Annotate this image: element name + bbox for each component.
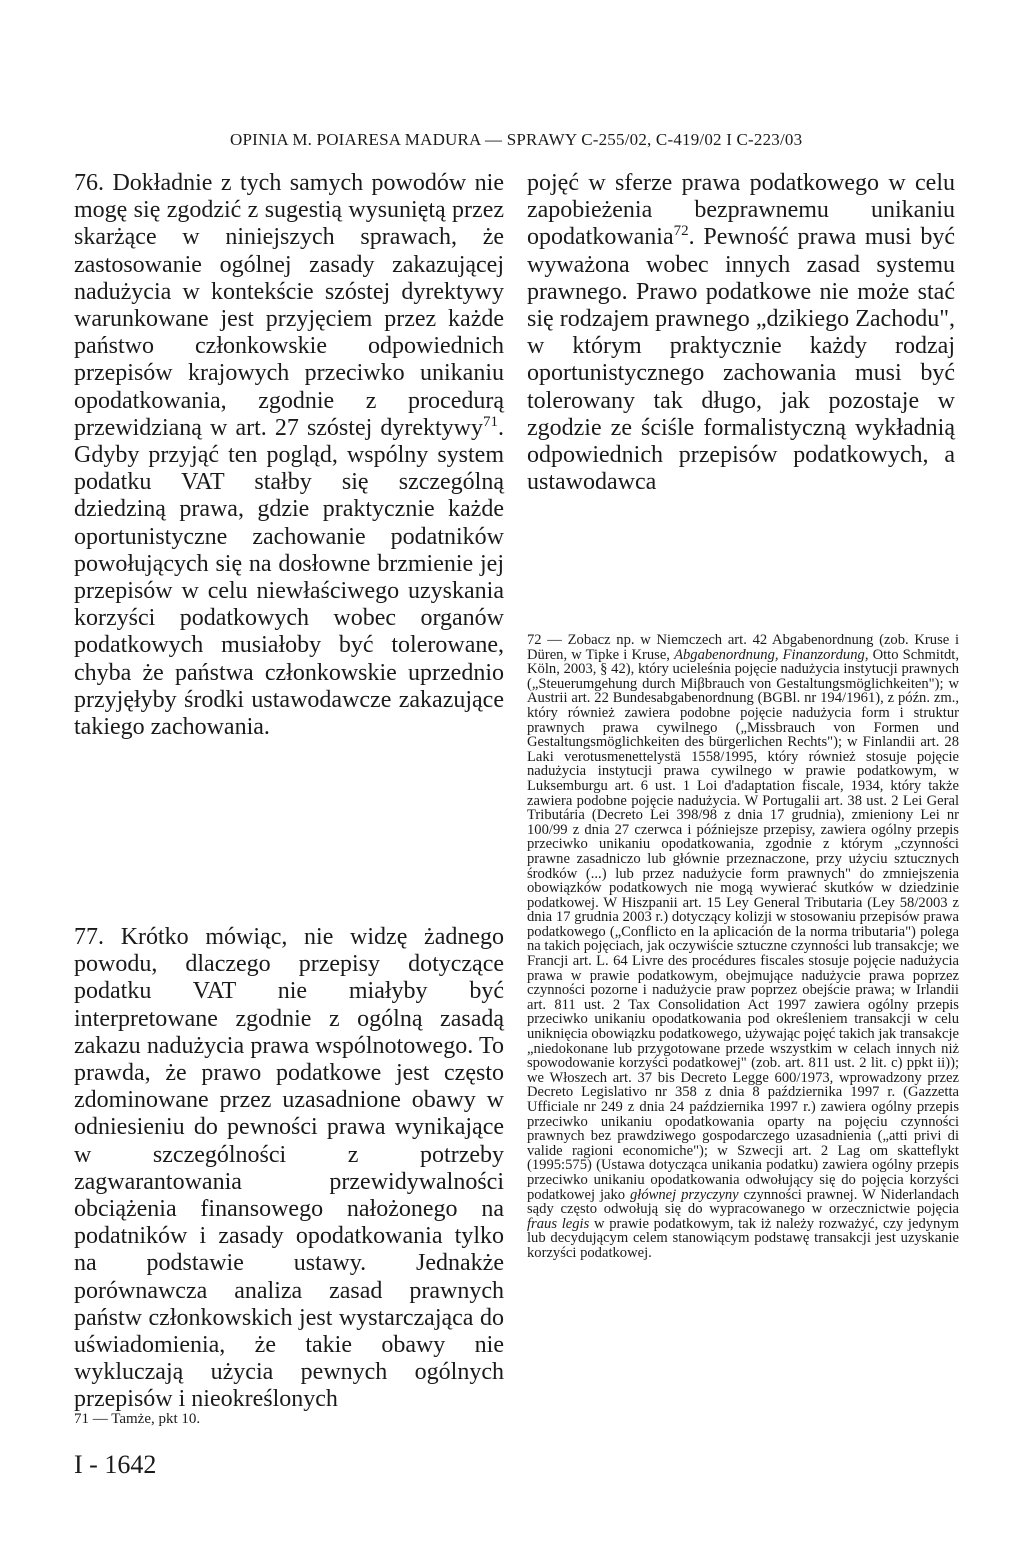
running-header: OPINIA M. POIARESA MADURA — SPRAWY C-255/02, C-419/02 I C-223/03 — [230, 130, 803, 149]
paragraph-77-text: 77. Krótko mówiąc, nie widzę żadnego powodu, dlaczego przepisy dotyczące podatku VAT nie miałyby być interpretowane zgodnie z ogólną zasadą zakazu nadużycia prawa wspólnotowego. To prawda, że prawo podatkowe jest często zdominowane przez uzasadnione obawy w odniesieniu do pewności prawa wynikające w szczególności z potrzeby zagwarantowania przewidywalności obciążenia finansowego nałożonego na podatników i zasady opodatkowania tylko na podstawie ustawy. Jednakże porównawcza analiza zasad prawnych państw członkowskich jest wystarczająca do uświadomienia, że takie obawy nie wykluczają użycia pewnych ogólnych przepisów i nieokreślonych — [74, 924, 504, 1413]
footnote-71: 71 — Tamże, pkt 10. — [74, 1411, 201, 1427]
footnote-72-text-2: , Otto Schmitdt, Köln, 2003, § 42), który ucieleśnia pojęcie nadużycia instytucji prawnych („Steuerumgehung durch Miβbrauch von Gestaltungsmöglichkeiten"); w Austrii art. 22 Bundesabgabenordnung (BGBl. nr 194/1961), z późn. zm., który również zawiera podobne pojęcie nadużycia form i struktur prawnych prawa cywilnego („Missbrauch von Formen und Gestaltungsmöglichkeiten des bürgerlichen Rechts"); w Finlandii art. 28 Laki verotusmenettelystä 1558/1995, który również stosuje pojęcie nadużycia instytucji prawa cywilnego w prawie podatkowym, w Luksemburgu art. 6 ust. 1 Loi d'adaptation fiscale, 1934, który także zawiera podobne pojęcie nadużycia. W Portugalii art. 38 ust. 2 Lei Geral Tributária (Decreto Lei 398/98 z dnia 17 grudnia), zmieniony Lei nr 100/99 z dnia 27 czerwca i późniejsze przepisy, zawiera ogólny przepis przeciwko unikaniu opodatkowania, zgodnie z którym „czynności prawne zasadniczo lub głównie przeznaczone, przy użyciu sztucznych środków (...) lub przez nadużycie form prawnych" do zmniejszenia obowiązków podatkowych nie mogą wywierać skutków w dziedzinie podatkowej. W Hiszpanii art. 15 Ley General Tributaria (Ley 58/2003 z dnia 17 grudnia 2003 r.) dotyczący kolizji w stosowaniu przepisów prawa podatkowego („Conflicto en la aplicación de la norma tributaria") polega na takich pojęciach, jak oczywiście sztuczne czynności lub transakcje; we Francji art. L. 64 Livre des procédures fiscales stosuje pojęcie nadużycia prawa w prawie podatkowym, obejmujące nadużycie prawa poprzez czynności pozorne i nadużycie praw poprzez obejście prawa; w Irlandii art. 811 ust. 2 Tax Consolidation Act 1997 zawiera ogólny przepis przeciwko unikaniu opodatkowania pod określeniem transakcji w celu uniknięcia obowiązku podatkowego, używając pojęć takich jak transakcje „niedokonane lub przygotowane przede wszystkim w celach innych niż spowodowanie korzyści podatkowej" (zob. art. 811 ust. 2 lit. c) ppkt ii)); we Włoszech art. 37 bis Decreto Legge 600/1973, wprowadzony przez Decreto Legislativo nr 358 z dnia 8 października 1997 r. (Gazzetta Ufficiale nr 249 z dnia 24 października 1997 r.) zawiera ogólny przepis przeciwko unikaniu opodatkowania oparty na pojęciu czynności prawnych bez prawdziwego gospodarczego uzasadnienia („atti privi di valide ragioni economiche"); w Szwecji art. 2 Lag om skatteflykt (1995:575) (Ustawa dotycząca unikania podatku) zawiera ogólny przepis przeciwko unikaniu opodatkowania odwołujący się do pojęcia korzyści podatkowej jako — [527, 646, 959, 1203]
right-column-paragraph — [527, 170, 955, 496]
footnote-72-italic-3: fraus legis — [527, 1215, 590, 1232]
paragraph-77 — [74, 924, 504, 1414]
footnote-72-text-1: Zobacz np. w Niemczech art. 42 Abgabenordnung (zob. Kruse i Düren, w Tipke i Kruse, — [527, 632, 959, 663]
paragraph-76-text-a: 76. Dokładnie z tych samych powodów nie mogę się zgodzić z sugestią wysuniętą przez skarżące w niniejszych sprawach, że zastosowanie ogólnej zasady zakazującej nadużycia w kontekście szóstej dyrektywy warunkowane jest przyjęciem przez każde państwo członkowskie odpowiednich przepisów krajowych przeciwko unikaniu opodatkowania, zgodnie z procedurą przewidzianą w art. 27 szóstej dyrektywy — [74, 170, 504, 441]
paragraph-76 — [74, 170, 504, 741]
right-paragraph-text-b: . Pewność prawa musi być wyważona wobec innych zasad systemu prawnego. Prawo podatkowe nie może stać się rodzajem prawnego „dzikiego Zachodu", w którym praktycznie każdy rodzaj oportunistycznego zachowania musi być tolerowany tak długo, jak pozostaje w zgodzie ze ściśle formalistyczną wykładnią odpowiednich przepisów podatkowych, a ustawodawca — [527, 224, 955, 496]
footnote-ref-71[interactable]: 71 — [483, 413, 498, 430]
footnote-ref-72[interactable]: 72 — [673, 223, 689, 240]
footnote-72-number: 72 — — [527, 632, 562, 648]
footnote-72-italic-2: głównej przyczyny — [629, 1186, 739, 1203]
footnote-72-text-3: czynności prawnej. W Niderlandach sądy często odwołują się do wypracowanego w orzecznictwie pojęcia — [527, 1186, 960, 1218]
footnote-72-text-4: w prawie podatkowym, tak iż należy rozważyć, czy jedynym lub decydującym celem stanowiącym podstawę transakcji jest uzyskanie korzyści podatkowej. — [527, 1215, 960, 1261]
footnote-72 — [527, 633, 959, 1261]
paragraph-76-text-b: . Gdyby przyjąć ten pogląd, wspólny system podatku VAT stałby się szczególną dziedziną prawa, gdzie praktycznie każde oportunistyczne zachowanie podatników powołujących się na dosłowne brzmienie jej przepisów w celu niewłaściwego uzyskania korzyści podatkowych wobec organów podatkowych musiałoby być tolerowane, chyba że państwa członkowskie uprzednio przyjęłyby środki ustawodawcze zakazujące takiego zachowania. — [74, 414, 504, 741]
right-paragraph-text-a: pojęć w sferze prawa podatkowego w celu zapobieżenia bezprawnemu unikaniu opodatkowania — [527, 170, 955, 251]
footnote-72-italic-1: Abgabenordnung, Finanzordung — [674, 646, 865, 663]
page-number: I - 1642 — [74, 1450, 157, 1479]
